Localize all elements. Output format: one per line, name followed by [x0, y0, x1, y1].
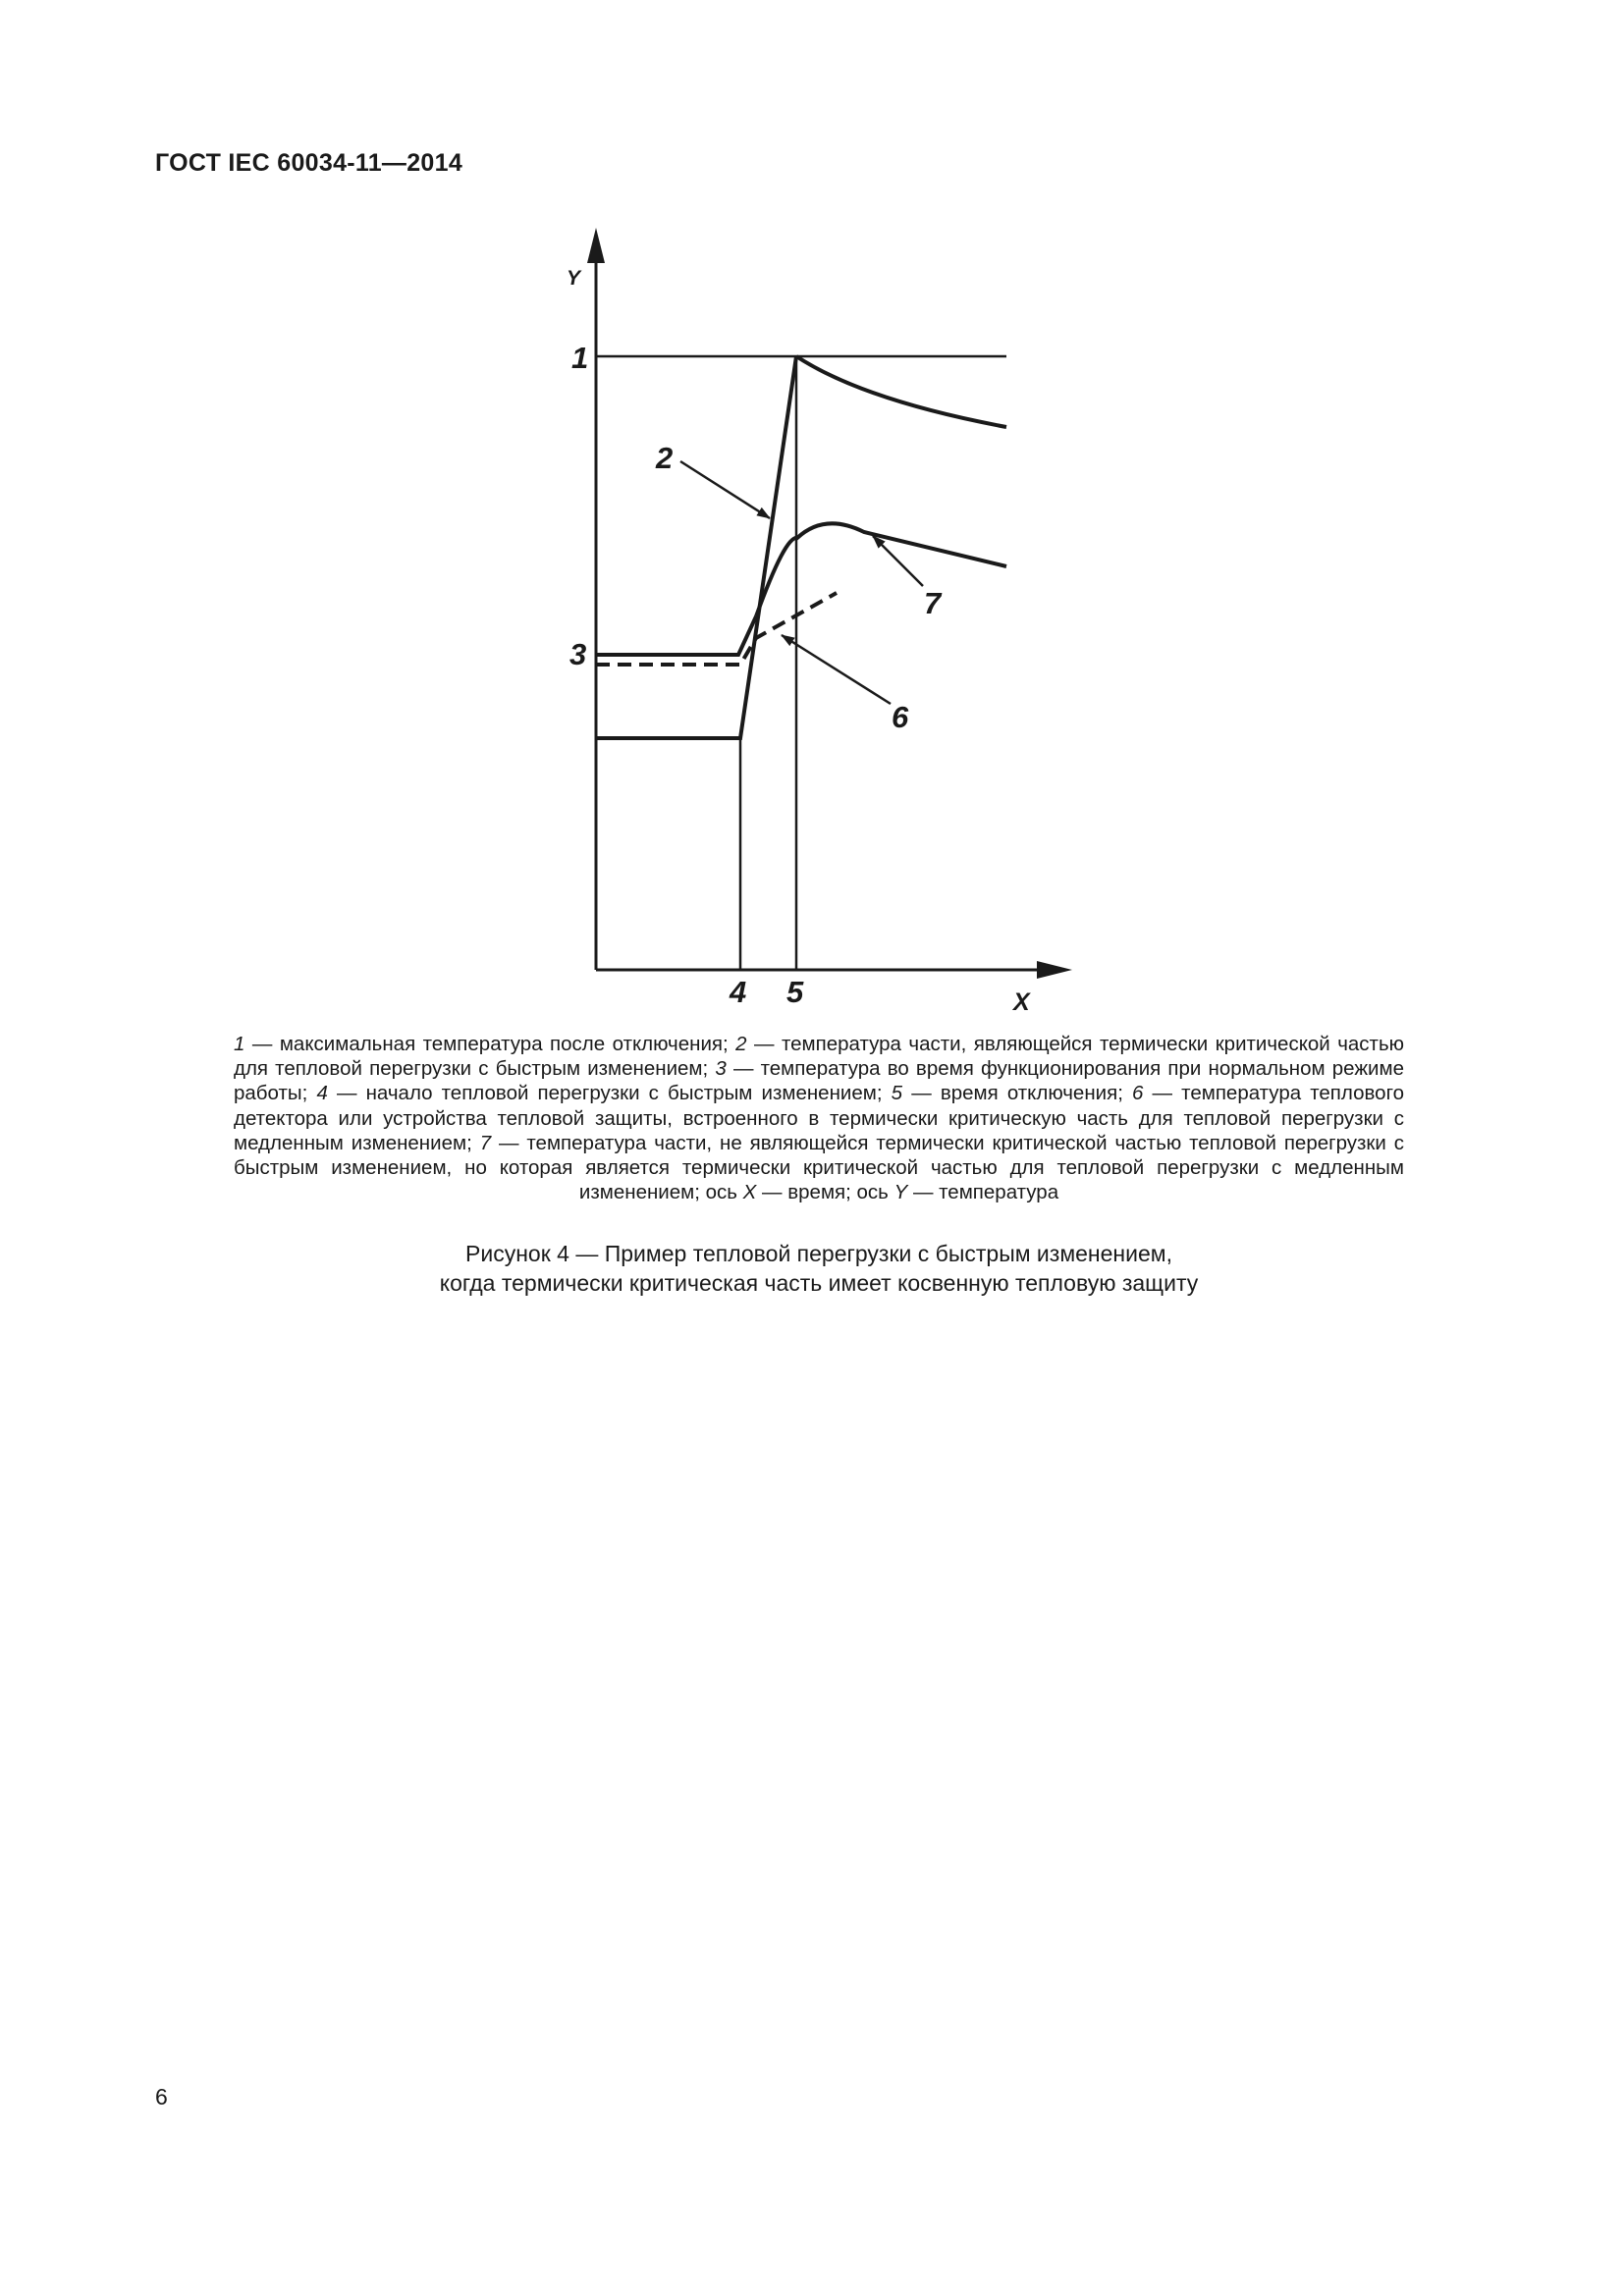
legend-text-5: — время отключения;	[902, 1082, 1133, 1105]
curve-2-cooling	[796, 356, 1006, 427]
legend-text-6: — температура теплового детектора или устройства тепловой защиты, встроенного в термически критическую часть для тепловой перегрузки с медленным изменением;	[234, 1082, 1404, 1154]
curve-7-noncritical-part	[756, 523, 1006, 616]
legend-key-4: 4	[316, 1082, 328, 1105]
figure-title-line-2: когда термически критическая часть имеет косвенную тепловую защиту	[439, 1270, 1199, 1296]
marker-5-label: 5	[786, 975, 804, 1009]
legend-text-1: — максимальная температура после отключения;	[244, 1033, 736, 1055]
legend-text-3: — температура во время функционирования при нормальном режиме работы;	[234, 1057, 1404, 1105]
x-axis-arrow	[1037, 961, 1072, 979]
thermal-overload-diagram	[0, 0, 1624, 1021]
legend-text-2: — температура части, являющейся термически критической частью для тепловой перегрузки с быстрым изменением;	[234, 1033, 1404, 1081]
y-axis-arrow	[587, 228, 605, 263]
curve-3-normal-operation	[596, 616, 756, 655]
leader-2	[680, 461, 770, 518]
document-header: ГОСТ IEC 60034-11—2014	[155, 149, 463, 177]
axis-y-label: Y	[567, 267, 581, 290]
legend-key-3: 3	[715, 1057, 727, 1081]
legend-key-1: 1	[234, 1033, 245, 1055]
figure-legend	[234, 1032, 1404, 1204]
legend-key-x: X	[742, 1181, 757, 1204]
legend-key-5: 5	[891, 1082, 903, 1105]
figure-title	[234, 1239, 1404, 1298]
figure-title-line-1: Рисунок 4 — Пример тепловой перегрузки с быстрым изменением,	[465, 1241, 1172, 1266]
legend-text-y: — температура	[907, 1181, 1059, 1204]
legend-text-7: — температура части, не являющейся термически критической частью тепловой перегрузки с быстрым изменением, но которая является термически критической частью для тепловой перегрузки с медленным изменением; ось	[234, 1131, 1404, 1204]
page-number: 6	[155, 2084, 168, 2109]
marker-4-label: 4	[730, 975, 747, 1009]
curve-2-critical-part	[596, 356, 796, 738]
legend-text-x: — время; ось	[756, 1181, 894, 1204]
marker-1-label: 1	[571, 341, 589, 375]
axis-x-label: X	[1013, 988, 1030, 1016]
legend-key-7: 7	[479, 1131, 492, 1154]
leader-6	[782, 635, 891, 704]
legend-key-2: 2	[735, 1033, 747, 1055]
marker-6-label: 6	[892, 700, 909, 734]
legend-key-y: Y	[893, 1181, 908, 1204]
legend-key-6: 6	[1132, 1082, 1144, 1105]
legend-text-4: — начало тепловой перегрузки с быстрым изменением;	[327, 1082, 892, 1105]
marker-7-label: 7	[924, 586, 942, 620]
marker-2-label: 2	[656, 441, 674, 475]
marker-3-label: 3	[569, 637, 587, 671]
